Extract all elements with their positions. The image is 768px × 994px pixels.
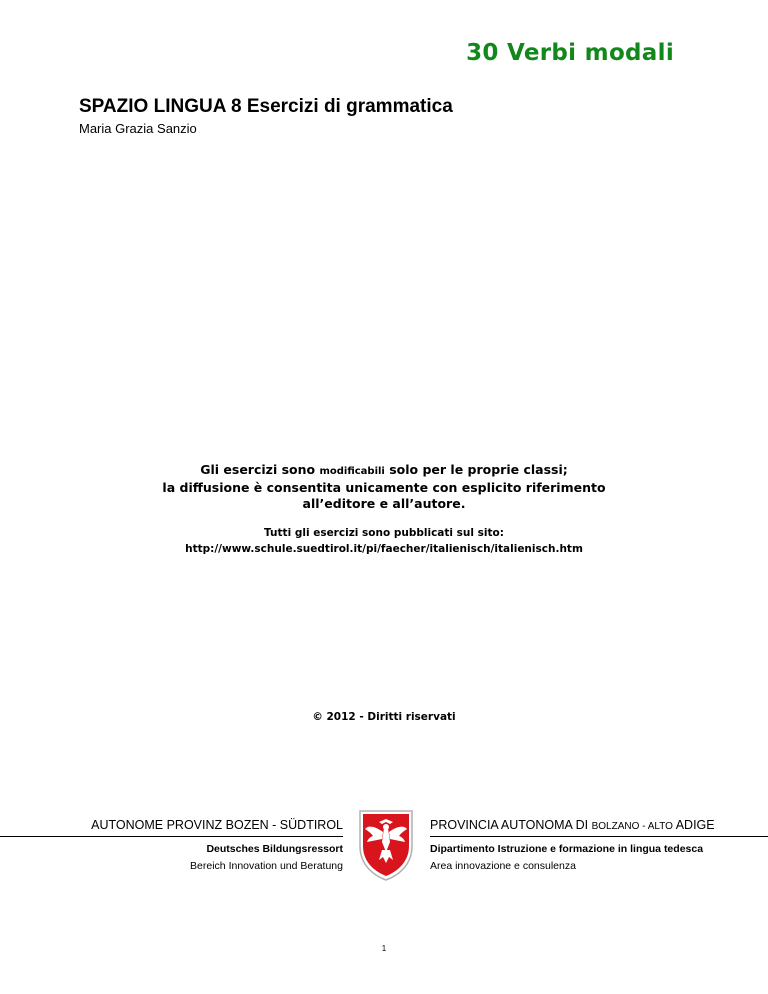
copyright: © 2012 - Diritti riservati [312,711,456,723]
book-title: SPAZIO LINGUA 8 Esercizi di grammatica [79,96,453,117]
institution-name-it: PROVINCIA AUTONOMA DI BOLZANO - ALTO ADIGE [430,818,768,837]
author-name: Maria Grazia Sanzio [79,121,197,136]
notice-line-2: la diffusione è consentita unicamente con esplicito riferimento [162,480,606,495]
usage-notice [0,462,768,512]
notice-line-1: Gli esercizi sono modificabili solo per le proprie classi; [200,462,568,477]
area-de: Bereich Innovation und Beratung [190,860,343,872]
notice-line-3: all’editore e all’autore. [302,496,466,511]
area-it: Area innovazione e consulenza [430,860,576,872]
department-de: Deutsches Bildungsressort [206,843,343,855]
coat-of-arms-icon [357,808,415,882]
page-number: 1 [381,944,387,953]
institution-name-de: AUTONOME PROVINZ BOZEN - SÜDTIROL [0,818,343,837]
site-info [0,525,768,557]
footer-german [79,818,343,872]
site-line: Tutti gli esercizi sono pubblicati sul sito: [264,527,504,539]
department-it: Dipartimento Istruzione e formazione in lingua tedesca [430,843,704,855]
site-url: http://www.schule.suedtirol.it/pi/faecher/italienisch/italienisch.htm [185,543,583,555]
chapter-title: 30 Verbi modali [466,40,674,66]
footer-italian [430,818,750,872]
